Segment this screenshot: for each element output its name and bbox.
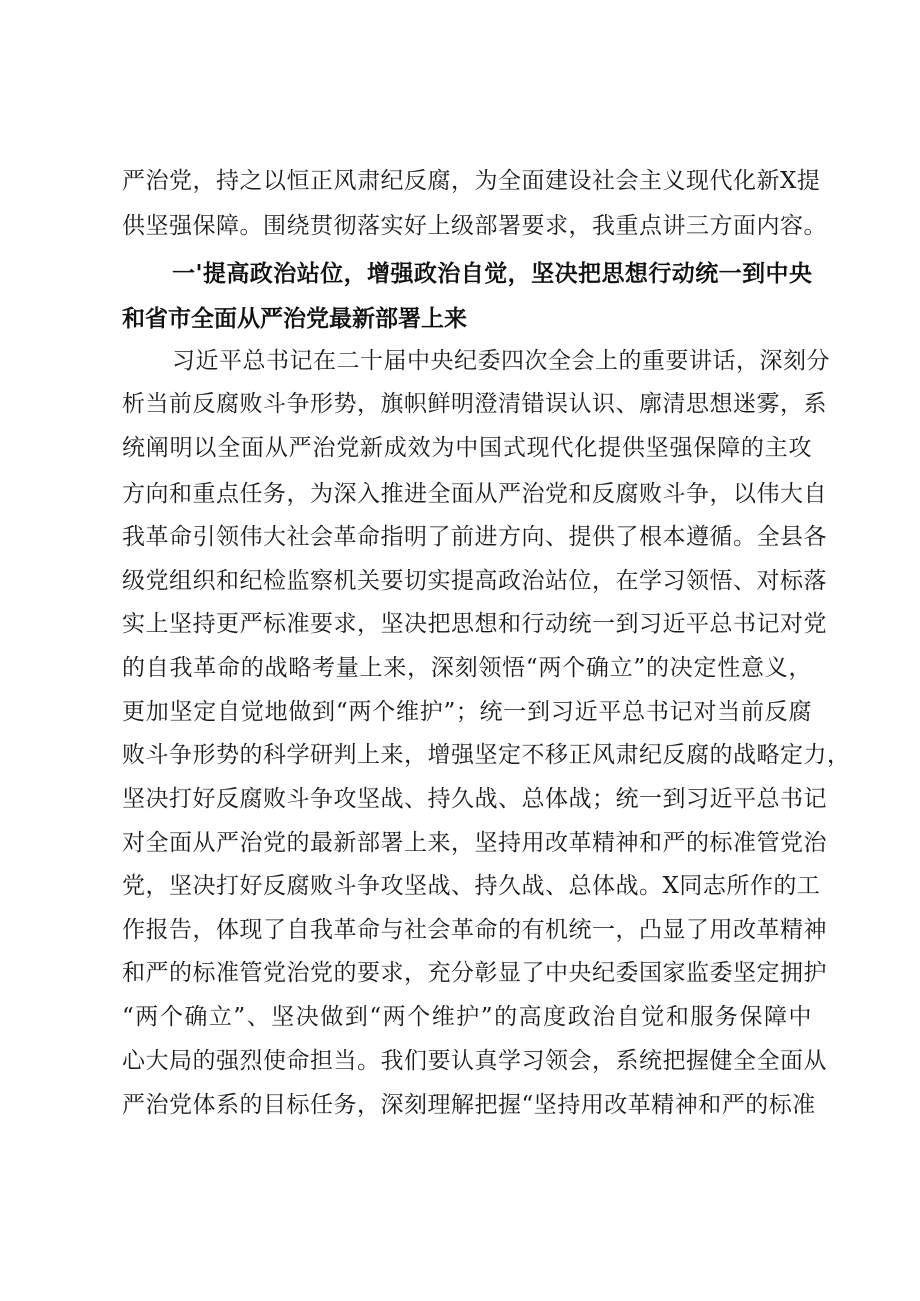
paragraph-line: 供坚强保障。围绕贯彻落实好上级部署要求，我重点讲三方面内容。 xyxy=(122,213,827,239)
section-heading: 一'提高政治站位，增强政治自觉，坚决把思想行动统一到中央 xyxy=(172,261,812,287)
paragraph-line: 方向和重点任务，为深入推进全面从严治党和反腐败斗争，以伟大自 xyxy=(122,481,827,507)
paragraph-line: 我革命引领伟大社会革命指明了前进方向、提供了根本遵循。全县各 xyxy=(122,524,827,550)
paragraph-line: 败斗争形势的科学研判上来，增强坚定不移正风肃纪反腐的战略定力， xyxy=(122,742,851,768)
paragraph-line: 心大局的强烈使命担当。我们要认真学习领会，系统把握健全全面从 xyxy=(122,1048,827,1074)
paragraph-line: 更加坚定自觉地做到“两个维护”；统一到习近平总书记对当前反腐 xyxy=(122,699,812,725)
section-heading: 和省市全面从严治党最新部署上来 xyxy=(122,306,467,332)
paragraph-line: 坚决打好反腐败斗争攻坚战、持久战、总体战；统一到习近平总书记 xyxy=(122,786,827,812)
paragraph-line: 实上坚持更严标准要求，坚决把思想和行动统一到习近平总书记对党 xyxy=(122,611,827,637)
paragraph-line: “两个确立”、坚决做到“两个维护”的高度政治自觉和服务保障中 xyxy=(122,1004,812,1030)
paragraph-line: 的自我革命的战略考量上来，深刻领悟“两个确立”的决定性意义， xyxy=(122,655,812,681)
paragraph-line: 党，坚决打好反腐败斗争攻坚战、持久战、总体战。X同志所作的工 xyxy=(122,873,821,899)
paragraph-line: 和严的标准管党治党的要求，充分彰显了中央纪委国家监委坚定拥护 xyxy=(122,960,827,986)
paragraph-line: 级党组织和纪检监察机关要切实提高政治站位，在学习领悟、对标落 xyxy=(122,568,827,594)
paragraph-line: 析当前反腐败斗争形势，旗帜鲜明澄清错误认识、廓清思想迷雾，系 xyxy=(122,391,827,417)
paragraph-line: 统阐明以全面从严治党新成效为中国式现代化提供坚强保障的主攻 xyxy=(122,435,812,461)
paragraph-line: 对全面从严治党的最新部署上来，坚持用改革精神和严的标准管党治 xyxy=(122,830,827,856)
paragraph-line: 严治党体系的目标任务，深刻理解把握“坚持用改革精神和严的标准 xyxy=(122,1092,816,1118)
paragraph-line: 作报告，体现了自我革命与社会革命的有机统一，凸显了用改革精神 xyxy=(122,917,827,943)
paragraph-line: 严治党，持之以恒正风肃纪反腐，为全面建设社会主义现代化新X提 xyxy=(122,168,821,194)
paragraph-line: 习近平总书记在二十届中央纪委四次全会上的重要讲话，深刻分 xyxy=(172,348,830,374)
